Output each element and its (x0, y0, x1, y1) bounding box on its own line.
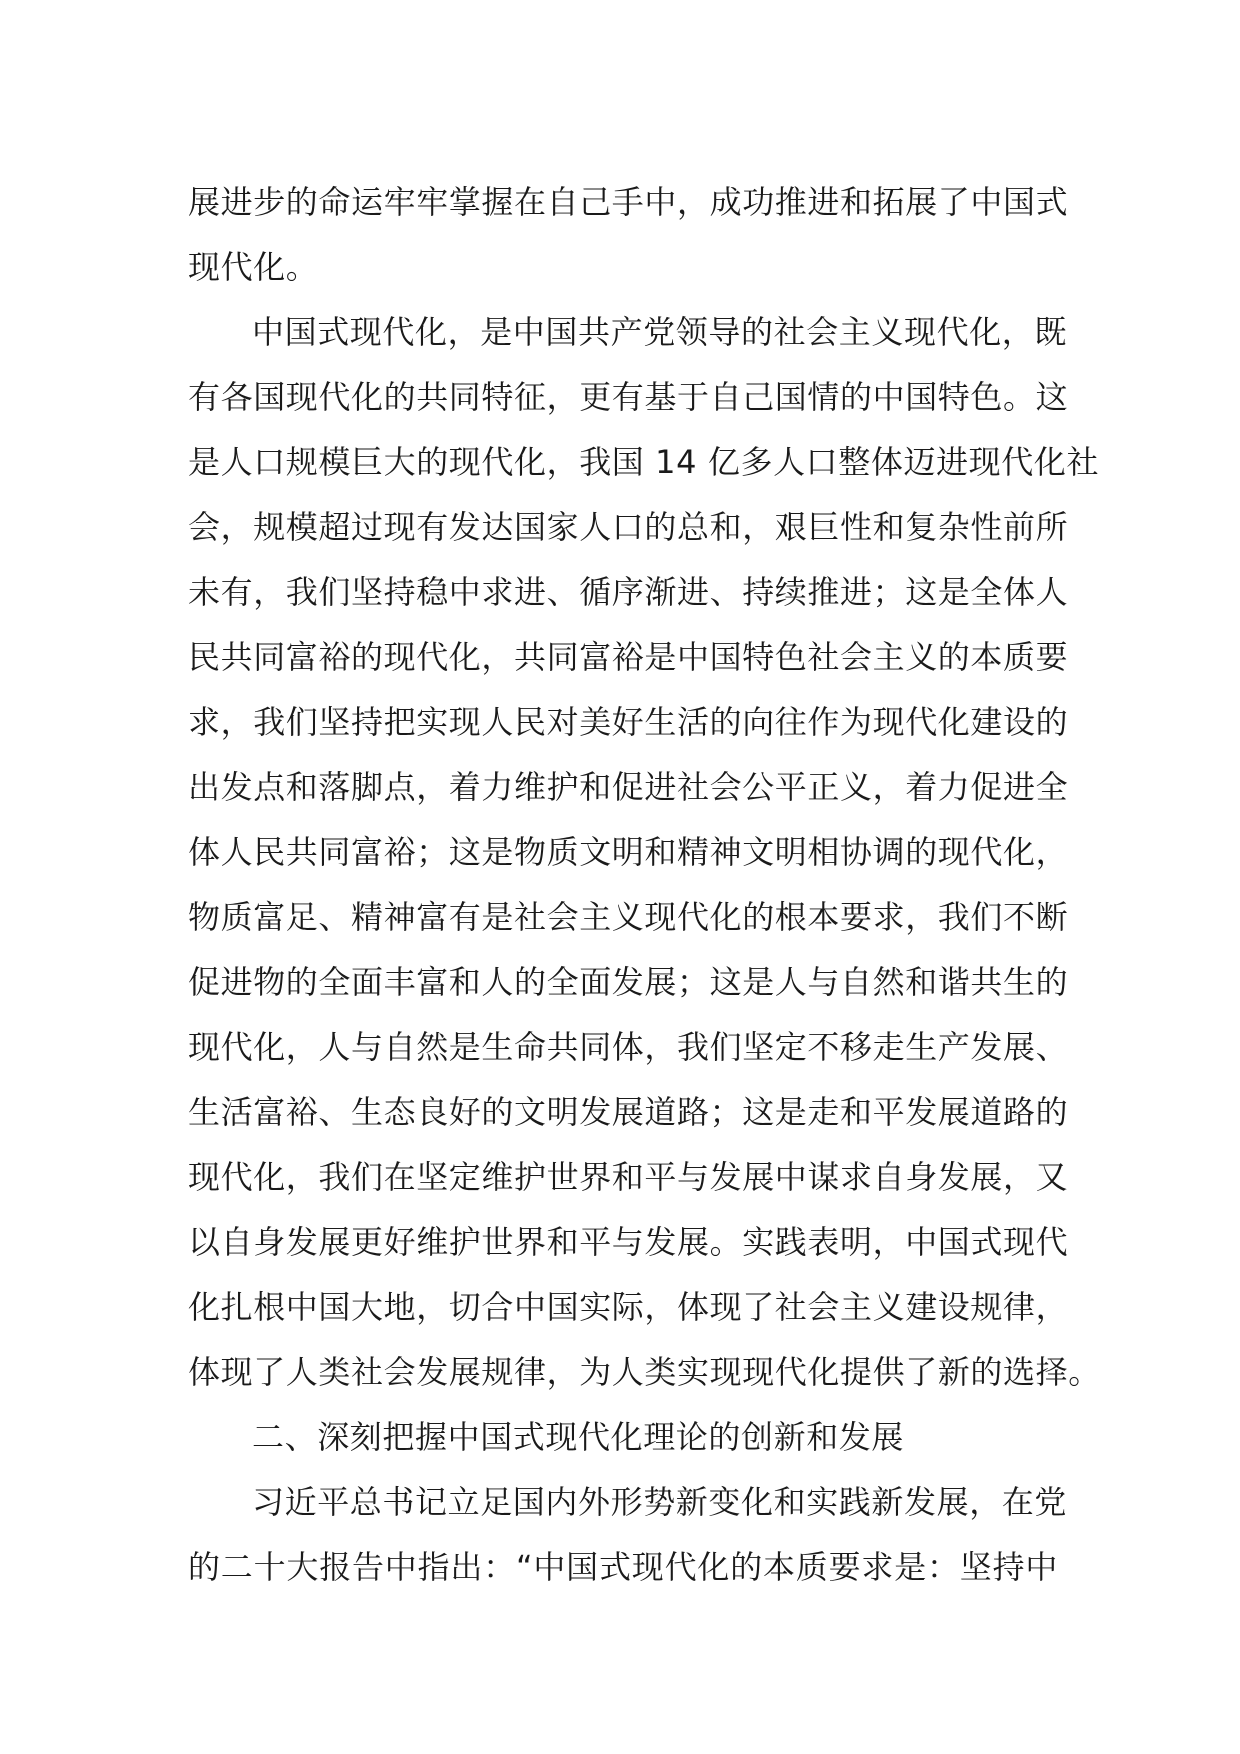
text-line: 物质富足、精神富有是社会主义现代化的根本要求，我们不断 (188, 898, 1069, 936)
text-line: 民共同富裕的现代化，共同富裕是中国特色社会主义的本质要 (188, 638, 1069, 676)
text-line: 求，我们坚持把实现人民对美好生活的向往作为现代化建设的 (188, 703, 1069, 741)
text-line: 有各国现代化的共同特征，更有基于自己国情的中国特色。这 (188, 378, 1069, 416)
text-line: 未有，我们坚持稳中求进、循序渐进、持续推进；这是全体人 (188, 573, 1069, 611)
text-line: 展进步的命运牢牢掌握在自己手中，成功推进和拓展了中国式 (188, 183, 1069, 221)
text-line: 生活富裕、生态良好的文明发展道路；这是走和平发展道路的 (188, 1093, 1069, 1131)
text-line: 体现了人类社会发展规律，为人类实现现代化提供了新的选择。 (188, 1353, 1101, 1391)
text-line: 中国式现代化，是中国共产党领导的社会主义现代化，既 (252, 313, 1068, 351)
text-line: 以自身发展更好维护世界和平与发展。实践表明，中国式现代 (188, 1223, 1069, 1261)
text-line: 会，规模超过现有发达国家人口的总和，艰巨性和复杂性前所 (188, 508, 1069, 546)
document-page (188, 170, 1101, 1600)
text-line: 体人民共同富裕；这是物质文明和精神文明相协调的现代化， (188, 833, 1069, 871)
text-line: 现代化。 (188, 248, 319, 286)
text-line: 化扎根中国大地，切合中国实际，体现了社会主义建设规律， (188, 1288, 1069, 1326)
text-line: 的二十大报告中指出：“中国式现代化的本质要求是：坚持中 (188, 1548, 1058, 1586)
text-line: 习近平总书记立足国内外形势新变化和实践新发展，在党 (252, 1483, 1068, 1521)
text-line: 现代化，人与自然是生命共同体，我们坚定不移走生产发展、 (188, 1028, 1069, 1066)
text-line: 二、深刻把握中国式现代化理论的创新和发展 (252, 1418, 905, 1456)
text-line: 现代化，我们在坚定维护世界和平与发展中谋求自身发展，又 (188, 1158, 1069, 1196)
text-line: 促进物的全面丰富和人的全面发展；这是人与自然和谐共生的 (188, 963, 1069, 1001)
text-line: 出发点和落脚点，着力维护和促进社会公平正义，着力促进全 (188, 768, 1069, 806)
text-line: 是人口规模巨大的现代化，我国 14 亿多人口整体迈进现代化社 (188, 443, 1100, 481)
